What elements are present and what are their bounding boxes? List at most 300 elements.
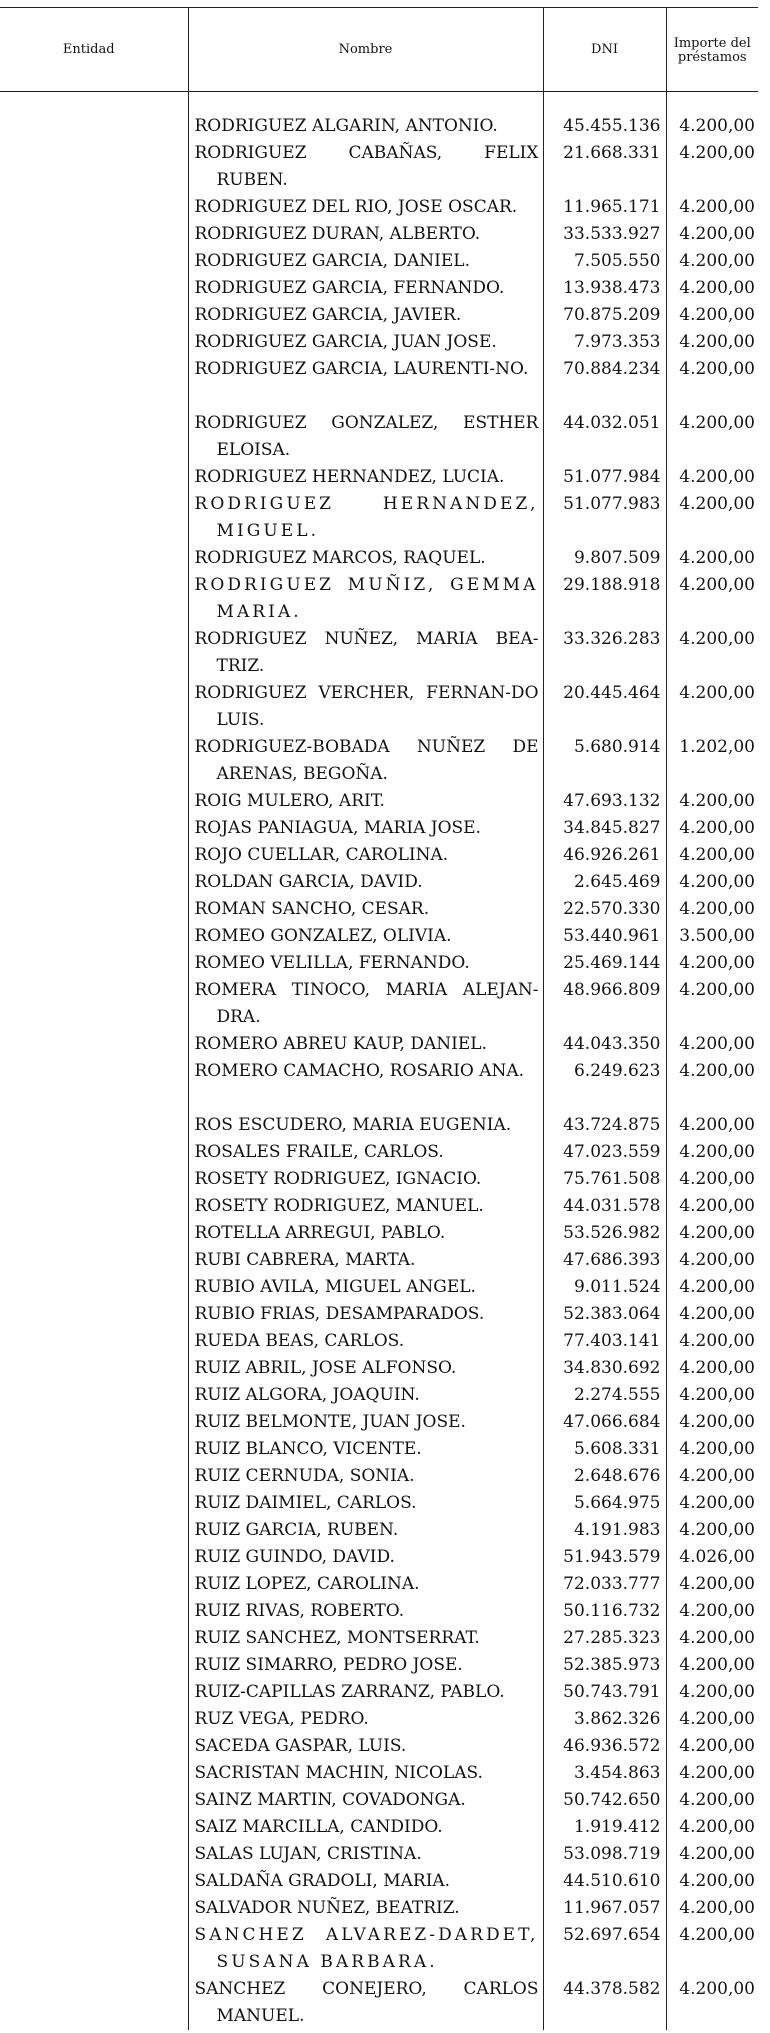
dni-cell: 53.440.961 [543,923,666,950]
table-row [0,302,758,329]
entidad-cell [0,788,188,815]
dni-cell: 51.943.579 [543,1544,666,1571]
nombre-text: ROJO CUELLAR, CAROLINA. [194,845,449,865]
importe-cell: 4.200,00 [666,1517,758,1544]
header-importe: Importe del préstamos [666,8,758,92]
nombre-text: ROMEO GONZALEZ, OLIVIA. [194,926,452,946]
entidad-cell [0,1112,188,1139]
nombre-text: RODRIGUEZ GONZALEZ, ESTHER ELOISA. [194,413,539,460]
table-row [0,572,758,626]
table-row [0,977,758,1031]
entidad-cell [0,680,188,734]
table-row [0,842,758,869]
importe-cell: 4.200,00 [666,1787,758,1814]
importe-cell: 4.200,00 [666,356,758,410]
dni-cell: 44.378.582 [543,1976,666,2030]
nombre-text: RUIZ-CAPILLAS ZARRANZ, PABLO. [194,1682,505,1702]
dni-cell: 45.455.136 [543,113,666,140]
nombre-text: ROMEO VELILLA, FERNANDO. [194,953,470,973]
entidad-cell [0,869,188,896]
nombre-cell [188,275,543,302]
nombre-text: RODRIGUEZ CABAÑAS, FELIX RUBEN. [194,143,539,190]
importe-cell: 4.200,00 [666,302,758,329]
nombre-cell [188,1841,543,1868]
nombre-cell [188,1058,543,1112]
nombre-text: RUEDA BEAS, CARLOS. [194,1331,405,1351]
nombre-cell [188,1517,543,1544]
dni-cell: 51.077.983 [543,491,666,545]
importe-cell: 4.200,00 [666,275,758,302]
importe-cell: 4.200,00 [666,1166,758,1193]
importe-cell: 4.200,00 [666,113,758,140]
nombre-cell [188,113,543,140]
table-row [0,680,758,734]
dni-cell: 34.845.827 [543,815,666,842]
nombre-text: SALDAÑA GRADOLI, MARIA. [194,1871,451,1891]
entidad-cell [0,329,188,356]
nombre-cell [188,464,543,491]
table-row [0,1895,758,1922]
table-row [0,1760,758,1787]
dni-cell: 22.570.330 [543,896,666,923]
nombre-text: RODRIGUEZ GARCIA, LAURENTI-NO. [194,359,529,379]
nombre-text: RUIZ CERNUDA, SONIA. [194,1466,415,1486]
dni-cell: 43.724.875 [543,1112,666,1139]
nombre-text: RODRIGUEZ MARCOS, RAQUEL. [194,548,486,568]
nombre-text: RUBI CABRERA, MARTA. [194,1250,416,1270]
nombre-cell [188,1301,543,1328]
nombre-text: ROSETY RODRIGUEZ, IGNACIO. [194,1169,482,1189]
importe-cell: 1.202,00 [666,734,758,788]
nombre-text: ROLDAN GARCIA, DAVID. [194,872,423,892]
table-row [0,1544,758,1571]
nombre-text: RUZ VEGA, PEDRO. [194,1709,369,1729]
nombre-cell [188,1706,543,1733]
nombre-text: RODRIGUEZ DEL RIO, JOSE OSCAR. [194,197,518,217]
dni-cell: 25.469.144 [543,950,666,977]
entidad-cell [0,1598,188,1625]
entidad-cell [0,1652,188,1679]
nombre-cell [188,1787,543,1814]
nombre-cell [188,1382,543,1409]
importe-cell: 4.026,00 [666,1544,758,1571]
table-row [0,1571,758,1598]
dni-cell: 44.510.610 [543,1868,666,1895]
dni-cell: 44.032.051 [543,410,666,464]
importe-cell: 4.200,00 [666,626,758,680]
table-row [0,329,758,356]
entidad-cell [0,1463,188,1490]
nombre-text: SACRISTAN MACHIN, NICOLAS. [194,1763,483,1783]
nombre-text: RUIZ DAIMIEL, CARLOS. [194,1493,417,1513]
importe-cell: 4.200,00 [666,1841,758,1868]
entidad-cell [0,248,188,275]
importe-cell: 4.200,00 [666,410,758,464]
dni-cell: 70.875.209 [543,302,666,329]
dni-cell: 11.965.171 [543,194,666,221]
entidad-cell [0,734,188,788]
table-row [0,869,758,896]
table-row [0,923,758,950]
importe-cell: 4.200,00 [666,1922,758,1976]
importe-cell: 4.200,00 [666,1355,758,1382]
entidad-cell [0,1544,188,1571]
importe-cell: 4.200,00 [666,221,758,248]
importe-cell: 4.200,00 [666,788,758,815]
importe-cell: 4.200,00 [666,1328,758,1355]
table-row [0,1922,758,1976]
dni-cell: 3.862.326 [543,1706,666,1733]
nombre-cell [188,1031,543,1058]
entidad-cell [0,923,188,950]
dni-cell: 3.454.863 [543,1760,666,1787]
importe-cell: 4.200,00 [666,1598,758,1625]
dni-cell: 7.505.550 [543,248,666,275]
nombre-cell [188,680,543,734]
entidad-cell [0,1517,188,1544]
entidad-cell [0,1382,188,1409]
importe-cell: 4.200,00 [666,1760,758,1787]
importe-cell: 4.200,00 [666,1625,758,1652]
nombre-cell [188,1220,543,1247]
table-row [0,1787,758,1814]
table-row [0,194,758,221]
nombre-cell [188,626,543,680]
dni-cell: 50.743.791 [543,1679,666,1706]
table-row [0,1976,758,2030]
entidad-cell [0,1895,188,1922]
dni-cell: 52.385.973 [543,1652,666,1679]
nombre-text: ROMERO CAMACHO, ROSARIO ANA. [194,1061,525,1081]
entidad-cell [0,194,188,221]
entidad-cell [0,1409,188,1436]
dni-cell: 13.938.473 [543,275,666,302]
importe-cell: 4.200,00 [666,1058,758,1112]
nombre-cell [188,1139,543,1166]
nombre-cell [188,302,543,329]
nombre-cell [188,842,543,869]
entidad-cell [0,896,188,923]
entidad-cell [0,1031,188,1058]
dni-cell: 21.668.331 [543,140,666,194]
importe-cell: 3.500,00 [666,923,758,950]
dni-cell: 1.919.412 [543,1814,666,1841]
table-row [0,1733,758,1760]
nombre-cell [188,194,543,221]
table-row [0,815,758,842]
table-row [0,1355,758,1382]
loans-table [0,7,758,2030]
table-row [0,1274,758,1301]
nombre-cell [188,1112,543,1139]
importe-cell: 4.200,00 [666,329,758,356]
nombre-text: SAIZ MARCILLA, CANDIDO. [194,1817,443,1837]
importe-cell: 4.200,00 [666,815,758,842]
dni-cell: 20.445.464 [543,680,666,734]
table-row [0,1139,758,1166]
dni-cell: 11.967.057 [543,1895,666,1922]
nombre-text: RODRIGUEZ MUÑIZ, GEMMA MARIA. [194,575,539,622]
table-row [0,248,758,275]
importe-cell: 4.200,00 [666,977,758,1031]
table-row [0,140,758,194]
nombre-text: ROJAS PANIAGUA, MARIA JOSE. [194,818,481,838]
nombre-cell [188,410,543,464]
nombre-text: RODRIGUEZ HERNANDEZ, LUCIA. [194,467,505,487]
table-row [0,1409,758,1436]
nombre-cell [188,923,543,950]
dni-cell: 51.077.984 [543,464,666,491]
table-row [0,1490,758,1517]
importe-cell: 4.200,00 [666,1382,758,1409]
nombre-cell [188,1490,543,1517]
dni-cell: 9.011.524 [543,1274,666,1301]
importe-cell: 4.200,00 [666,1868,758,1895]
table-row [0,491,758,545]
dni-cell: 44.031.578 [543,1193,666,1220]
document-page [0,7,758,2030]
dni-cell: 5.608.331 [543,1436,666,1463]
header-dni: DNI [543,8,666,92]
table-row [0,1517,758,1544]
entidad-cell [0,1679,188,1706]
spacer-cell [0,92,188,114]
nombre-cell [188,1436,543,1463]
entidad-cell [0,950,188,977]
importe-cell: 4.200,00 [666,1571,758,1598]
importe-cell: 4.200,00 [666,1679,758,1706]
table-row [0,1247,758,1274]
nombre-cell [188,1652,543,1679]
table-row [0,1301,758,1328]
dni-cell: 47.066.684 [543,1409,666,1436]
nombre-cell [188,1166,543,1193]
nombre-text: RUIZ GUINDO, DAVID. [194,1547,395,1567]
dni-cell: 53.526.982 [543,1220,666,1247]
dni-cell: 52.697.654 [543,1922,666,1976]
nombre-cell [188,950,543,977]
dni-cell: 47.686.393 [543,1247,666,1274]
dni-cell: 4.191.983 [543,1517,666,1544]
importe-cell: 4.200,00 [666,572,758,626]
importe-cell: 4.200,00 [666,842,758,869]
table-row [0,788,758,815]
importe-cell: 4.200,00 [666,1112,758,1139]
importe-cell: 4.200,00 [666,194,758,221]
nombre-cell [188,356,543,410]
table-row [0,1598,758,1625]
nombre-text: RUIZ RIVAS, ROBERTO. [194,1601,405,1621]
importe-cell: 4.200,00 [666,869,758,896]
entidad-cell [0,140,188,194]
entidad-cell [0,1193,188,1220]
table-row [0,356,758,410]
nombre-text: RUIZ BLANCO, VICENTE. [194,1439,422,1459]
entidad-cell [0,1436,188,1463]
entidad-cell [0,815,188,842]
entidad-cell [0,356,188,410]
nombre-cell [188,545,543,572]
table-row [0,1841,758,1868]
entidad-cell [0,1247,188,1274]
table-body [0,92,758,2031]
table-row [0,1112,758,1139]
table-row [0,1382,758,1409]
nombre-text: ROMERA TINOCO, MARIA ALEJAN-DRA. [194,980,539,1027]
table-row [0,545,758,572]
entidad-cell [0,275,188,302]
importe-cell: 4.200,00 [666,1463,758,1490]
importe-cell: 4.200,00 [666,1733,758,1760]
entidad-cell [0,1625,188,1652]
nombre-cell [188,140,543,194]
dni-cell: 50.116.732 [543,1598,666,1625]
importe-cell: 4.200,00 [666,1220,758,1247]
table-row [0,1868,758,1895]
nombre-text: RODRIGUEZ GARCIA, JAVIER. [194,305,462,325]
entidad-cell [0,1814,188,1841]
nombre-text: RUIZ SANCHEZ, MONTSERRAT. [194,1628,480,1648]
table-row [0,1193,758,1220]
spacer-cell [188,92,543,114]
entidad-cell [0,1868,188,1895]
importe-cell: 4.200,00 [666,140,758,194]
nombre-text: RODRIGUEZ DURAN, ALBERTO. [194,224,481,244]
dni-cell: 34.830.692 [543,1355,666,1382]
nombre-cell [188,1814,543,1841]
importe-cell: 4.200,00 [666,1976,758,2030]
table-row [0,1706,758,1733]
entidad-cell [0,491,188,545]
dni-cell: 70.884.234 [543,356,666,410]
nombre-text: ROTELLA ARREGUI, PABLO. [194,1223,446,1243]
table-header-row [0,8,758,92]
table-row [0,1679,758,1706]
importe-cell: 4.200,00 [666,1706,758,1733]
dni-cell: 46.926.261 [543,842,666,869]
nombre-cell [188,491,543,545]
dni-cell: 75.761.508 [543,1166,666,1193]
entidad-cell [0,113,188,140]
entidad-cell [0,1922,188,1976]
dni-cell: 27.285.323 [543,1625,666,1652]
nombre-text: SALVADOR NUÑEZ, BEATRIZ. [194,1898,460,1918]
importe-cell: 4.200,00 [666,545,758,572]
importe-cell: 4.200,00 [666,1490,758,1517]
nombre-text: ROS ESCUDERO, MARIA EUGENIA. [194,1115,512,1135]
entidad-cell [0,572,188,626]
table-row [0,1220,758,1247]
nombre-cell [188,1976,543,2030]
nombre-text: SACEDA GASPAR, LUIS. [194,1736,407,1756]
table-row [0,464,758,491]
nombre-cell [188,1760,543,1787]
nombre-text: SALAS LUJAN, CRISTINA. [194,1844,422,1864]
entidad-cell [0,1571,188,1598]
nombre-cell [188,221,543,248]
table-row [0,1652,758,1679]
nombre-text: RUBIO AVILA, MIGUEL ANGEL. [194,1277,476,1297]
nombre-text: RUIZ BELMONTE, JUAN JOSE. [194,1412,466,1432]
nombre-text: RUIZ LOPEZ, CAROLINA. [194,1574,420,1594]
nombre-text: ROMERO ABREU KAUP, DANIEL. [194,1034,487,1054]
table-row [0,221,758,248]
entidad-cell [0,1166,188,1193]
nombre-cell [188,1247,543,1274]
dni-cell: 44.043.350 [543,1031,666,1058]
dni-cell: 77.403.141 [543,1328,666,1355]
nombre-cell [188,329,543,356]
dni-cell: 46.936.572 [543,1733,666,1760]
importe-cell: 4.200,00 [666,896,758,923]
nombre-cell [188,1544,543,1571]
nombre-text: RUIZ GARCIA, RUBEN. [194,1520,399,1540]
nombre-text: RODRIGUEZ HERNANDEZ, MIGUEL. [194,494,539,541]
nombre-cell [188,1193,543,1220]
nombre-text: RODRIGUEZ ALGARIN, ANTONIO. [194,116,498,136]
table-row [0,1058,758,1112]
entidad-cell [0,545,188,572]
dni-cell: 7.973.353 [543,329,666,356]
entidad-cell [0,977,188,1031]
dni-cell: 53.098.719 [543,1841,666,1868]
nombre-cell [188,896,543,923]
table-row [0,1814,758,1841]
importe-cell: 4.200,00 [666,1301,758,1328]
dni-cell: 2.648.676 [543,1463,666,1490]
table-row [0,410,758,464]
dni-cell: 5.680.914 [543,734,666,788]
nombre-cell [188,869,543,896]
nombre-cell [188,977,543,1031]
table-spacer-row [0,92,758,114]
entidad-cell [0,1733,188,1760]
entidad-cell [0,1787,188,1814]
entidad-cell [0,1220,188,1247]
table-row [0,275,758,302]
nombre-text: ROSALES FRAILE, CARLOS. [194,1142,444,1162]
nombre-cell [188,815,543,842]
entidad-cell [0,1976,188,2030]
table-row [0,1463,758,1490]
nombre-cell [188,1355,543,1382]
table-row [0,734,758,788]
header-entidad: Entidad [0,8,188,92]
spacer-cell [543,92,666,114]
entidad-cell [0,1301,188,1328]
nombre-cell [188,1571,543,1598]
dni-cell: 72.033.777 [543,1571,666,1598]
dni-cell: 6.249.623 [543,1058,666,1112]
nombre-text: SAINZ MARTIN, COVADONGA. [194,1790,466,1810]
dni-cell: 2.274.555 [543,1382,666,1409]
nombre-text: SANCHEZ CONEJERO, CARLOS MANUEL. [194,1979,539,2026]
dni-cell: 5.664.975 [543,1490,666,1517]
importe-cell: 4.200,00 [666,680,758,734]
entidad-cell [0,302,188,329]
nombre-text: ROSETY RODRIGUEZ, MANUEL. [194,1196,484,1216]
nombre-text: RODRIGUEZ GARCIA, JUAN JOSE. [194,332,497,352]
importe-cell: 4.200,00 [666,464,758,491]
entidad-cell [0,1274,188,1301]
nombre-cell [188,572,543,626]
nombre-cell [188,1328,543,1355]
entidad-cell [0,221,188,248]
entidad-cell [0,1355,188,1382]
importe-cell: 4.200,00 [666,1274,758,1301]
nombre-cell [188,1274,543,1301]
entidad-cell [0,464,188,491]
